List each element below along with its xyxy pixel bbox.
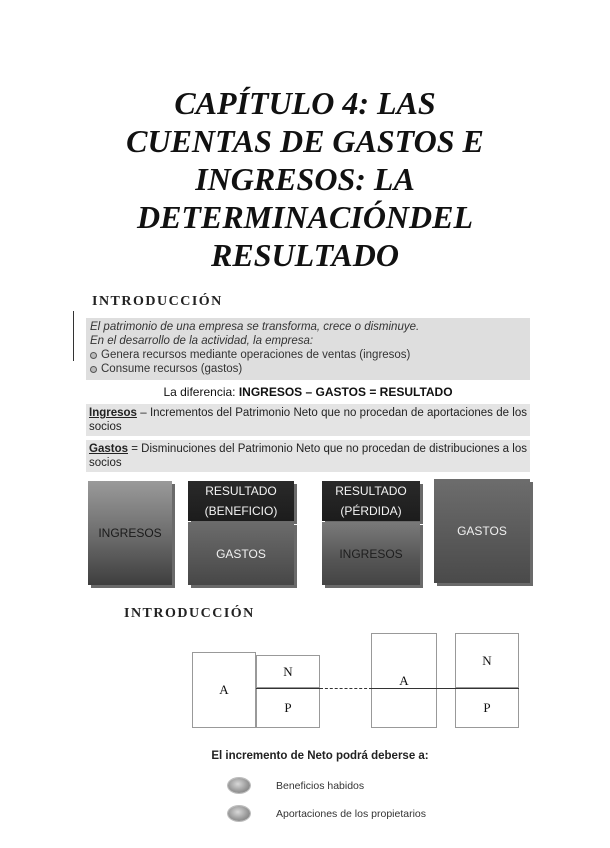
- block-label: GASTOS: [216, 546, 266, 561]
- block-ingresos-right: [322, 522, 420, 585]
- block-resultado-perdida: [322, 481, 420, 521]
- bullet-item: [90, 348, 526, 362]
- chapter-title-line: DETERMINACIÓNDEL: [136, 199, 474, 235]
- chapter-title-line: CUENTAS DE GASTOS E: [126, 123, 484, 159]
- box-label: N: [482, 652, 492, 668]
- box-a-right: [371, 633, 437, 728]
- box-n-left: [256, 655, 320, 688]
- box-label: A: [399, 672, 409, 688]
- margin-bar: [73, 311, 74, 361]
- incremento-title: El incremento de Neto podrá deberse a:: [211, 750, 429, 762]
- block-label: (PÉRDIDA): [340, 504, 402, 518]
- block-label: INGRESOS: [339, 546, 403, 561]
- bullet-text: Genera recursos mediante operaciones de ventas (ingresos): [101, 349, 411, 361]
- definition-gastos: [86, 440, 530, 472]
- divider-line-right: [371, 688, 519, 689]
- diferencia-equation: INGRESOS – GASTOS = RESULTADO: [238, 385, 453, 399]
- patrimonio-box: [86, 318, 530, 380]
- reason-item: [228, 778, 364, 793]
- reason-text: Aportaciones de los propietarios: [276, 807, 427, 820]
- block-label: RESULTADO: [335, 484, 407, 498]
- block-gastos-left: [188, 522, 294, 585]
- definition-text: – Incrementos del Patrimonio Neto que no procedan de aportaciones de los socios: [89, 407, 527, 433]
- bullet-icon: [90, 352, 97, 359]
- box-n-right: [455, 633, 519, 688]
- definition-ingresos: [86, 404, 530, 436]
- box-label: N: [283, 663, 293, 679]
- block-ingresos-left: [88, 481, 172, 585]
- diferencia-prefix: La diferencia:: [163, 385, 239, 399]
- definition-term: Gastos: [89, 443, 128, 455]
- block-label: (BENEFICIO): [204, 504, 278, 518]
- box-p-right: [455, 688, 519, 728]
- block-label: INGRESOS: [98, 526, 162, 540]
- oval-bullet-icon: [228, 778, 250, 793]
- chapter-title-line: CAPÍTULO 4: LAS: [174, 85, 436, 121]
- divider-line-left: [256, 688, 320, 689]
- patrimonio-line: El patrimonio de una empresa se transforma, crece o disminuye.: [90, 321, 420, 333]
- chapter-title-line: INGRESOS: LA: [195, 161, 415, 197]
- bullet-item: [90, 362, 526, 376]
- definition-text: = Disminuciones del Patrimonio Neto que no procedan de distribuciones a los socios: [89, 443, 527, 469]
- reason-item: [228, 806, 426, 821]
- block-resultado-beneficio: [188, 481, 294, 521]
- diferencia-formula: [86, 385, 530, 399]
- bullet-text: Consume recursos (gastos): [101, 363, 243, 375]
- block-label: GASTOS: [457, 524, 507, 538]
- chapter-title-line: RESULTADO: [211, 237, 399, 273]
- box-label: A: [219, 682, 229, 697]
- block-label: RESULTADO: [205, 484, 277, 498]
- reason-text: Beneficios habidos: [276, 779, 365, 792]
- box-label: P: [284, 700, 292, 715]
- box-p-left: [256, 688, 320, 728]
- dotted-connector: [320, 688, 372, 689]
- definition-term: Ingresos: [89, 407, 137, 419]
- oval-bullet-icon: [228, 806, 250, 821]
- box-a-left: [192, 652, 256, 728]
- section-heading-introduccion-2: INTRODUCCIÓN: [124, 606, 255, 621]
- box-label: P: [483, 700, 491, 715]
- bullet-icon: [90, 366, 97, 373]
- chapter-title: [60, 84, 550, 274]
- patrimonio-line: En el desarrollo de la actividad, la empresa:: [90, 335, 314, 347]
- section-heading-introduccion-1: INTRODUCCIÓN: [92, 294, 223, 309]
- block-gastos-right: [434, 479, 530, 583]
